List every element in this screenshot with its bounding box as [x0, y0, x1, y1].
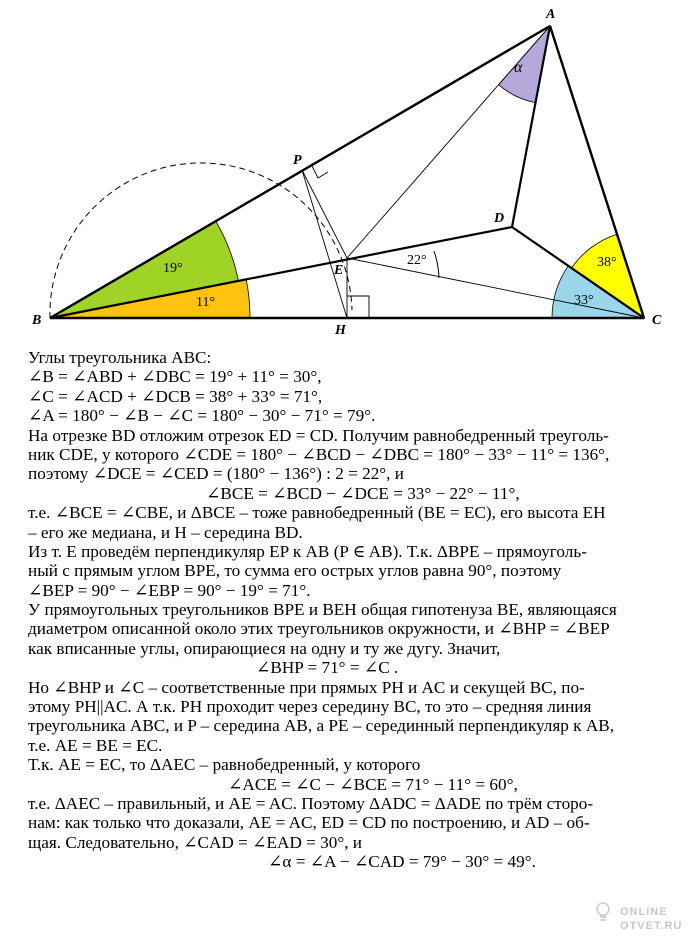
label-angle-dcb: 33° [574, 293, 594, 308]
text-line: треугольника ABC, и P – середина AB, а PE – серединный перпендикуляр к AB, [28, 716, 615, 736]
formula-line: ∠BHP = 71° = ∠C . [256, 658, 399, 678]
text-line: щая. Следовательно, ∠CAD = ∠EAD = 30°, и [28, 832, 362, 852]
label-point-b: B [32, 313, 42, 328]
solution-text [28, 348, 680, 872]
text-line: диаметром описанной около этих треугольников окружности, и ∠BHP = ∠BEP [28, 619, 610, 639]
watermark-line1: ONLINE [620, 906, 668, 918]
text-line: ∠B = ∠ABD + ∠DBC = 19° + 11° = 30°, [28, 367, 322, 387]
text-line: ∠A = 180° − ∠B − ∠C = 180° − 30° − 71° = 79°. [28, 406, 376, 426]
label-angle-dbc: 11° [196, 295, 216, 310]
label-angle-dce: 22° [407, 253, 427, 268]
label-point-c: C [652, 313, 662, 328]
segment-bd [50, 227, 512, 318]
label-point-d: D [494, 211, 505, 226]
label-point-p: P [293, 153, 302, 168]
text-line: Т.к. AE = EC, то ΔAEC – равнобедренный, у которого [28, 755, 421, 775]
label-point-e: E [334, 263, 344, 278]
text-line: – его же медиана, и H – середина BD. [28, 522, 303, 542]
label-angle-acd: 38° [597, 255, 617, 270]
right-angle-h [347, 296, 369, 318]
label-angle-abd: 19° [163, 261, 183, 276]
geometry-figure [0, 0, 690, 340]
text-line: У прямоугольных треугольников BPE и BEH общая гипотенуза BE, являющаяся [28, 600, 617, 620]
text-line: т.е. ΔAEC – правильный, и AE = AC. Поэтому ΔADC = ΔADE по трём сторо- [28, 793, 594, 813]
text-line: ∠C = ∠ACD + ∠DCB = 38° + 33° = 71°, [28, 386, 323, 406]
watermark-logo [596, 898, 688, 942]
label-point-a: A [546, 7, 556, 22]
text-line: как вписанные углы, опирающиеся на одну и ту же дугу. Значит, [28, 638, 501, 658]
formula-line: ∠α = ∠A − ∠CAD = 79° − 30° = 49°. [268, 852, 536, 872]
formula-line: ∠ACE = ∠C − ∠BCE = 71° − 11° = 60°, [228, 774, 518, 794]
text-line: этому PH||AC. А т.к. PH проходит через середину BC, то это – средняя линия [28, 697, 592, 717]
text-line: Углы треугольника ABC: [28, 348, 212, 367]
text-line: ный с прямым углом BPE, то сумма его острых углов равна 90°, поэтому [28, 561, 562, 581]
formula-line: ∠BCE = ∠BCD − ∠DCE = 33° − 22° − 11°, [206, 483, 520, 503]
right-angle-p [311, 164, 328, 178]
text-line: ник CDE, у которого ∠CDE = 180° − ∠BCD − ∠DBC = 180° − 33° − 11° = 136°, [28, 444, 610, 464]
text-line: ∠BEP = 90° − ∠EBP = 90° − 19° = 71°. [28, 580, 311, 600]
text-line: нам: как только что доказали, AE = AC, ED = CD по построению, и AD – об- [28, 813, 590, 833]
text-line: На отрезке BD отложим отрезок ED = CD. Получим равнобедренный треуголь- [28, 425, 609, 445]
label-point-h: H [335, 323, 346, 338]
text-line: т.е. AE = BE = EC. [28, 735, 163, 755]
text-line: Но ∠BHP и ∠C – соответственные при прямых PH и AC и секущей BC, по- [28, 677, 585, 697]
text-line: поэтому ∠DCE = ∠CED = (180° − 136°) : 2 = 22°, и [28, 464, 404, 484]
text-line: Из т. E проведём перпендикуляр EP к AB (P ∈ AB). Т.к. ΔBPE – прямоуголь- [28, 541, 587, 561]
watermark-line2: OTVET.RU [620, 920, 683, 932]
side-ab [50, 26, 550, 318]
lightbulb-icon [596, 902, 610, 924]
angle-dce-arc [434, 251, 439, 278]
label-angle-alpha: α [514, 59, 523, 76]
text-line: т.е. ∠BCE = ∠CBE, и ΔBCE – тоже равнобедренный (BE = EC), его высота EH [28, 503, 606, 523]
